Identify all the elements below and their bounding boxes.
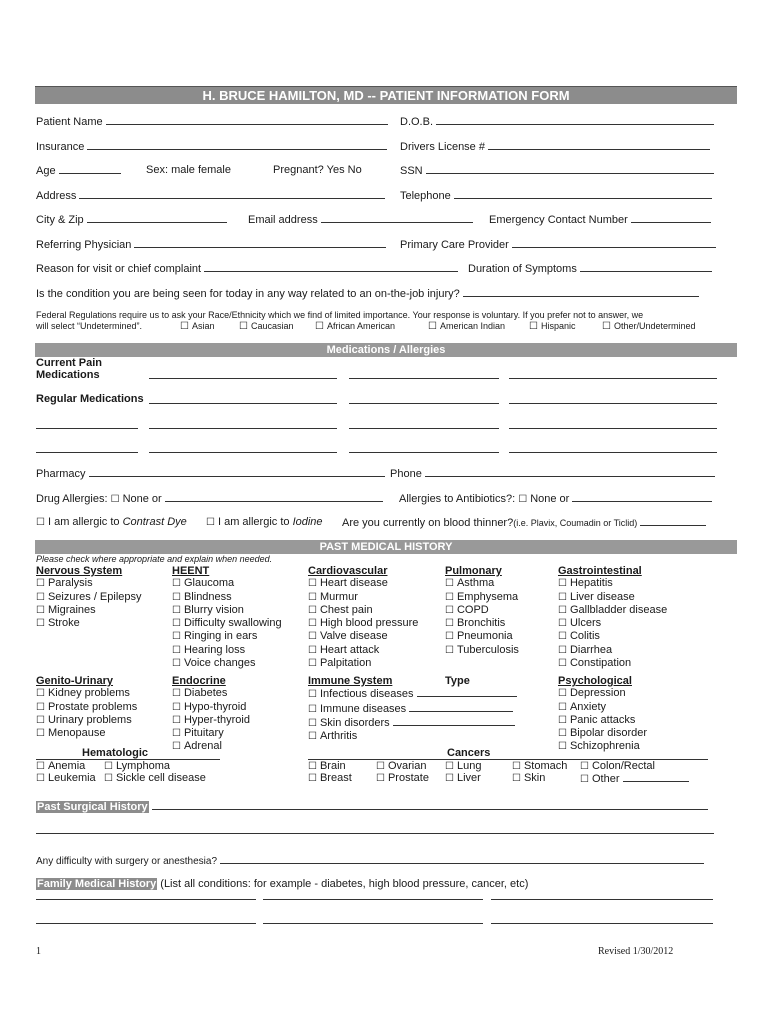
leukemia-label: ☐ Leukemia [36, 772, 96, 784]
race-asian-checkbox[interactable]: ☐ Asian [180, 321, 214, 332]
regular-med-field-3[interactable] [509, 403, 717, 404]
ssn-field[interactable] [426, 164, 714, 174]
race-caucasian-checkbox[interactable]: ☐ Caucasian [239, 321, 294, 332]
phone-field[interactable] [425, 467, 715, 477]
ringing-ears-checkbox[interactable]: ☐ Ringing in ears [172, 630, 282, 643]
copd-checkbox[interactable]: ☐ COPD [445, 604, 519, 617]
phone-label: Phone [390, 468, 422, 480]
breast-checkbox[interactable] [308, 772, 352, 784]
liver-disease-checkbox[interactable]: ☐ Liver disease [558, 591, 667, 604]
race-american-indian-checkbox[interactable]: ☐ American Indian [428, 321, 505, 332]
genito-urinary-title: Genito-Urinary [36, 675, 114, 687]
current-pain-label-1: Current Pain [36, 357, 103, 369]
email-field[interactable] [321, 213, 473, 223]
diarrhea-checkbox[interactable]: ☐ Diarrhea [558, 644, 667, 657]
heent-title: HEENT [172, 565, 210, 577]
gallbladder-disease-checkbox[interactable]: ☐ Gallbladder disease [558, 604, 667, 617]
cardiovascular-title: Cardiovascular [308, 565, 388, 577]
prostate-checkbox[interactable] [376, 772, 429, 784]
sickle-cell-label: ☐ Sickle cell disease [104, 772, 206, 784]
liver-checkbox[interactable] [445, 772, 481, 784]
infectious-diseases-checkbox[interactable]: ☐ Infectious diseases [308, 688, 414, 700]
age-row [36, 164, 121, 177]
reason-row [36, 262, 458, 275]
surgical-history-label: Past Surgical History [37, 801, 148, 813]
surgical-history-row [36, 800, 708, 813]
address-field[interactable] [79, 189, 385, 199]
high-blood-pressure-checkbox[interactable]: ☐ High blood pressure [308, 617, 418, 630]
primary-care-label: Primary Care Provider [400, 239, 509, 251]
email-label: Email address [248, 214, 318, 226]
stomach-label: ☐ Stomach [512, 760, 567, 772]
age-field[interactable] [59, 164, 121, 174]
anxiety-checkbox[interactable]: ☐ Anxiety [558, 701, 647, 714]
ssn-row [400, 164, 714, 177]
iodine-text: Iodine [292, 516, 323, 528]
insurance-field[interactable] [87, 140, 387, 150]
current-pain-label-2: Medications [36, 369, 100, 381]
family-field-4[interactable] [36, 923, 256, 924]
drug-allergies-row [36, 492, 383, 505]
skin-checkbox[interactable] [512, 772, 545, 784]
emphysema-checkbox[interactable]: ☐ Emphysema [445, 591, 519, 604]
city-zip-field[interactable] [87, 213, 227, 223]
hepatitis-checkbox[interactable]: ☐ Hepatitis [558, 577, 667, 590]
other-cancer-row [580, 772, 689, 785]
telephone-label: Telephone [400, 190, 451, 202]
surgical-history-field-2[interactable] [36, 833, 714, 834]
emergency-contact-row [489, 213, 711, 226]
patient-name-row [36, 115, 388, 128]
paralysis-checkbox[interactable]: ☐ Paralysis [36, 577, 142, 590]
phone-row [390, 467, 715, 480]
pituitary-checkbox[interactable]: ☐ Pituitary [172, 727, 250, 740]
dob-label: D.O.B. [400, 116, 434, 128]
blood-thinner-row [342, 516, 706, 529]
prostate-label: ☐ Prostate [376, 772, 429, 784]
murmur-checkbox[interactable]: ☐ Murmur [308, 591, 418, 604]
bronchitis-checkbox[interactable]: ☐ Bronchitis [445, 617, 519, 630]
family-history-instruction: (List all conditions: for example - diabetes, high blood pressure, cancer, etc) [160, 878, 529, 890]
telephone-row [400, 189, 712, 202]
med-field-row3-4[interactable] [509, 452, 717, 453]
pharmacy-field[interactable] [89, 467, 385, 477]
family-field-1[interactable] [36, 899, 256, 900]
address-row [36, 189, 385, 202]
gastrointestinal-title: Gastrointestinal [558, 565, 642, 577]
leukemia-checkbox[interactable] [36, 772, 96, 784]
nervous-system-title: Nervous System [36, 565, 123, 577]
hearing-loss-checkbox[interactable]: ☐ Hearing loss [172, 644, 282, 657]
depression-checkbox[interactable]: ☐ Depression [558, 687, 647, 700]
asthma-checkbox[interactable]: ☐ Asthma [445, 577, 519, 590]
colon-rectal-checkbox[interactable] [580, 760, 655, 772]
on-job-row [36, 287, 699, 300]
immune-system-title: Immune System [308, 675, 393, 687]
patient-name-field[interactable] [106, 115, 388, 125]
current-pain-field-1[interactable] [149, 378, 337, 379]
hypo-thyroid-checkbox[interactable]: ☐ Hypo-thyroid [172, 701, 250, 714]
heart-disease-checkbox[interactable]: ☐ Heart disease [308, 577, 418, 590]
glaucoma-checkbox[interactable]: ☐ Glaucoma [172, 577, 282, 590]
med-field-row2-4[interactable] [509, 428, 717, 429]
family-field-6[interactable] [491, 923, 713, 924]
med-field-row3-1[interactable] [36, 452, 138, 453]
on-job-field[interactable] [463, 287, 699, 297]
current-pain-field-3[interactable] [509, 378, 717, 379]
med-field-row2-1[interactable] [36, 428, 138, 429]
immune-diseases-checkbox[interactable]: ☐ Immune diseases [308, 703, 406, 715]
sickle-cell-checkbox[interactable] [104, 772, 206, 784]
med-field-row2-2[interactable] [149, 428, 337, 429]
pharmacy-label: Pharmacy [36, 468, 86, 480]
colon-rectal-label: ☐ Colon/Rectal [580, 760, 655, 772]
regular-medications-label: Regular Medications [36, 393, 144, 405]
age-label: Age [36, 165, 56, 177]
psychological-group [558, 675, 647, 754]
immune-type-label: Type [445, 675, 470, 687]
pharmacy-row [36, 467, 385, 480]
bipolar-checkbox[interactable]: ☐ Bipolar disorder [558, 727, 647, 740]
hematologic-title: Hematologic [82, 747, 149, 759]
antibiotics-field[interactable] [572, 492, 712, 502]
breast-label: ☐ Breast [308, 772, 352, 784]
contrast-dye-text: Contrast Dye [122, 516, 187, 528]
blurry-vision-checkbox[interactable]: ☐ Blurry vision [172, 604, 282, 617]
race-hispanic-checkbox[interactable]: ☐ Hispanic [529, 321, 575, 332]
brain-checkbox[interactable] [308, 760, 346, 772]
pulmonary-group [445, 565, 519, 657]
migraines-checkbox[interactable]: ☐ Migraines [36, 604, 142, 617]
past-medical-history-header: PAST MEDICAL HISTORY [35, 540, 737, 554]
menopause-checkbox[interactable]: ☐ Menopause [36, 727, 137, 740]
drug-allergies-field[interactable] [165, 492, 383, 502]
patient-name-label: Patient Name [36, 116, 103, 128]
constipation-checkbox[interactable]: ☐ Constipation [558, 657, 667, 670]
page-number: 1 [36, 946, 41, 957]
lung-checkbox[interactable] [445, 760, 481, 772]
pneumonia-checkbox[interactable]: ☐ Pneumonia [445, 630, 519, 643]
history-instruction: Please check where appropriate and explain when needed. [36, 554, 273, 564]
skin-disorders-row [308, 716, 517, 730]
skin-disorders-checkbox[interactable]: ☐ Skin disorders [308, 717, 390, 729]
adrenal-checkbox[interactable]: ☐ Adrenal [172, 740, 250, 753]
drivers-license-label: Drivers License # [400, 141, 485, 153]
primary-care-row [400, 238, 716, 251]
schizophrenia-checkbox[interactable]: ☐ Schizophrenia [558, 740, 647, 753]
brain-label: ☐ Brain [308, 760, 346, 772]
nervous-system-group [36, 565, 142, 630]
iodine-checkbox[interactable]: ☐ I am allergic to [206, 516, 290, 528]
drivers-license-row [400, 140, 710, 153]
revised-date: Revised 1/30/2012 [598, 946, 674, 957]
race-african-american-checkbox[interactable]: ☐ African American [315, 321, 395, 332]
blood-thinner-label: Are you currently on blood thinner? [342, 517, 514, 529]
on-job-label: Is the condition you are being seen for today in any way related to an on-the-job injury? [36, 288, 460, 300]
ssn-label: SSN [400, 165, 423, 177]
psychological-title: Psychological [558, 675, 632, 687]
urinary-problems-checkbox[interactable]: ☐ Urinary problems [36, 714, 137, 727]
immune-system-group [308, 675, 517, 743]
genito-urinary-group [36, 675, 137, 740]
emergency-contact-field[interactable] [631, 213, 711, 223]
referring-physician-row [36, 238, 386, 251]
race-note-line2: will select “Undetermined”. [36, 321, 143, 331]
infectious-diseases-field[interactable] [417, 687, 517, 697]
hyper-thyroid-checkbox[interactable]: ☐ Hyper-thyroid [172, 714, 250, 727]
med-field-row3-3[interactable] [349, 452, 499, 453]
pulmonary-title: Pulmonary [445, 565, 502, 577]
ovarian-checkbox[interactable] [376, 760, 427, 772]
duration-field[interactable] [580, 262, 712, 272]
ulcers-checkbox[interactable]: ☐ Ulcers [558, 617, 667, 630]
other-cancer-field[interactable] [623, 772, 689, 782]
kidney-problems-checkbox[interactable]: ☐ Kidney problems [36, 687, 137, 700]
drivers-license-field[interactable] [488, 140, 710, 150]
city-zip-row [36, 213, 227, 226]
difficulty-swallowing-checkbox[interactable]: ☐ Difficulty swallowing [172, 617, 282, 630]
antibiotics-label: Allergies to Antibiotics?: [399, 493, 516, 505]
gastrointestinal-group [558, 565, 667, 670]
tuberculosis-checkbox[interactable]: ☐ Tuberculosis [445, 644, 519, 657]
reason-field[interactable] [204, 262, 458, 272]
surgical-history-field[interactable] [152, 800, 708, 810]
drug-allergies-none-checkbox[interactable]: ☐ None or [111, 493, 162, 505]
med-field-row2-3[interactable] [349, 428, 499, 429]
sex-options[interactable]: Sex: male female [146, 164, 231, 176]
palpitation-checkbox[interactable]: ☐ Palpitation [308, 657, 418, 670]
blood-thinner-example: (i.e. Plavix, Coumadin or Ticlid) [513, 518, 638, 528]
infectious-diseases-row [308, 687, 517, 701]
other-cancer-checkbox[interactable]: ☐ Other [580, 773, 619, 785]
lymphoma-label: ☐ Lymphoma [104, 760, 170, 772]
colitis-checkbox[interactable]: ☐ Colitis [558, 630, 667, 643]
ovarian-label: ☐ Ovarian [376, 760, 427, 772]
blood-thinner-field[interactable] [640, 516, 706, 526]
cancers-title: Cancers [447, 747, 491, 759]
contrast-dye-checkbox[interactable]: ☐ I am allergic to [36, 516, 120, 528]
antibiotics-none-checkbox[interactable]: ☐ None or [518, 493, 569, 505]
chest-pain-checkbox[interactable]: ☐ Chest pain [308, 604, 418, 617]
prostate-problems-checkbox[interactable]: ☐ Prostate problems [36, 701, 137, 714]
skin-label: ☐ Skin [512, 772, 545, 784]
medications-header: Medications / Allergies [35, 343, 737, 357]
heent-group [172, 565, 282, 670]
blindness-checkbox[interactable]: ☐ Blindness [172, 591, 282, 604]
duration-label: Duration of Symptoms [468, 263, 577, 275]
dob-field[interactable] [436, 115, 714, 125]
cardiovascular-group [308, 565, 418, 670]
seizures-checkbox[interactable]: ☐ Seizures / Epilepsy [36, 591, 142, 604]
stomach-checkbox[interactable] [512, 760, 567, 772]
diabetes-checkbox[interactable]: ☐ Diabetes [172, 687, 250, 700]
lung-label: ☐ Lung [445, 760, 481, 772]
anemia-checkbox[interactable] [36, 760, 85, 772]
referring-physician-label: Referring Physician [36, 239, 132, 251]
city-zip-label: City & Zip [36, 214, 84, 226]
telephone-field[interactable] [454, 189, 712, 199]
insurance-row [36, 140, 387, 153]
skin-disorders-field[interactable] [393, 716, 515, 726]
family-field-2[interactable] [263, 899, 483, 900]
anesthesia-field[interactable] [220, 854, 704, 864]
insurance-label: Insurance [36, 141, 85, 153]
liver-label: ☐ Liver [445, 772, 481, 784]
email-row [248, 213, 473, 226]
family-field-5[interactable] [263, 923, 483, 924]
immune-diseases-field[interactable] [409, 702, 513, 712]
valve-disease-checkbox[interactable]: ☐ Valve disease [308, 630, 418, 643]
contrast-dye-row[interactable] [36, 516, 187, 528]
med-field-row3-2[interactable] [149, 452, 337, 453]
anesthesia-row [36, 854, 704, 867]
iodine-row[interactable] [206, 516, 323, 528]
family-field-3[interactable] [491, 899, 713, 900]
endocrine-group [172, 675, 250, 754]
race-row [36, 321, 736, 331]
stroke-checkbox[interactable]: ☐ Stroke [36, 617, 142, 630]
regular-med-field-1[interactable] [149, 403, 337, 404]
emergency-contact-label: Emergency Contact Number [489, 214, 628, 226]
family-history-row [36, 878, 528, 890]
family-history-label: Family Medical History [37, 878, 157, 890]
lymphoma-checkbox[interactable] [104, 760, 170, 772]
dob-row [400, 115, 714, 128]
anesthesia-label: Any difficulty with surgery or anesthesia? [36, 856, 218, 867]
primary-care-field[interactable] [512, 238, 716, 248]
current-pain-field-2[interactable] [349, 378, 499, 379]
antibiotics-row [399, 492, 712, 505]
heart-attack-checkbox[interactable]: ☐ Heart attack [308, 644, 418, 657]
referring-physician-field[interactable] [134, 238, 386, 248]
voice-changes-checkbox[interactable]: ☐ Voice changes [172, 657, 282, 670]
form-title: H. BRUCE HAMILTON, MD -- PATIENT INFORMATION FORM [35, 86, 737, 104]
panic-attacks-checkbox[interactable]: ☐ Panic attacks [558, 714, 647, 727]
drug-allergies-label: Drug Allergies: [36, 493, 108, 505]
duration-row [468, 262, 712, 275]
arthritis-checkbox[interactable]: ☐ Arthritis [308, 730, 517, 743]
regular-med-field-2[interactable] [349, 403, 499, 404]
endocrine-title: Endocrine [172, 675, 226, 687]
race-other-checkbox[interactable]: ☐ Other/Undetermined [602, 321, 696, 332]
reason-label: Reason for visit or chief complaint [36, 263, 202, 275]
pregnant-options[interactable]: Pregnant? Yes No [273, 164, 362, 176]
race-note-line1: Federal Regulations require us to ask your Race/Ethnicity which we find of limited importance. Your response is voluntary. If you prefer not to answer, we [36, 310, 644, 320]
immune-diseases-row [308, 702, 517, 716]
anemia-label: ☐ Anemia [36, 760, 85, 772]
address-label: Address [36, 190, 77, 202]
